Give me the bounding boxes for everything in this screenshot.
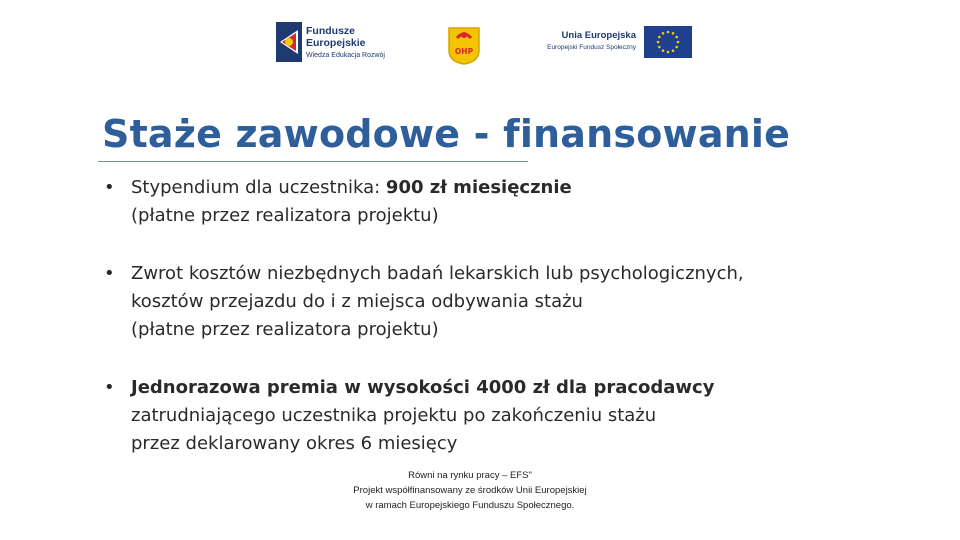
- ohp-emblem-icon: [445, 22, 483, 66]
- bullet-line: Jednorazowa premia w wysokości 4000 zł dla pracodawcy: [131, 377, 715, 398]
- bullet-stypendium: [104, 174, 572, 230]
- footer-line1: Równi na rynku pracy – EFS": [408, 470, 532, 481]
- ue-logo-line1: Unia Europejska: [561, 30, 636, 41]
- fe-logo-line2: Europejskie: [306, 36, 366, 49]
- bullet-dot: •: [104, 263, 115, 284]
- ue-logo-line2: Europejski Fundusz Społeczny: [547, 43, 636, 51]
- bullet-line: przez deklarowany okres 6 miesięcy: [131, 433, 458, 454]
- fundusze-europejskie-logo: [276, 22, 401, 70]
- ue-logo-text: [536, 31, 636, 51]
- footer-line3: w ramach Europejskiego Funduszu Społecznego.: [365, 500, 575, 511]
- bullet-line: Zwrot kosztów niezbędnych badań lekarskich lub psychologicznych,: [131, 263, 744, 284]
- title-underline: [98, 161, 528, 162]
- footer-note: [300, 468, 640, 513]
- fe-logo-text: [306, 26, 385, 59]
- ohp-logo: [445, 22, 483, 66]
- bullet-line: (płatne przez realizatora projektu): [131, 319, 439, 340]
- bullet-bold-text: 900 zł miesięcznie: [385, 177, 572, 198]
- ohp-logo-text: OHP: [454, 47, 474, 56]
- bullet-line: kosztów przejazdu do i z miejsca odbywania stażu: [131, 291, 583, 312]
- unia-europejska-logo: [536, 26, 696, 62]
- footer-line2: Projekt współfinansowany ze środków Unii Europejskiej: [353, 485, 587, 496]
- bullet-line: [131, 174, 572, 202]
- slide-title: Staże zawodowe - finansowanie: [102, 112, 791, 156]
- fe-star-icon: [276, 22, 302, 62]
- bullet-premia: [104, 374, 714, 458]
- bullet-dot: •: [104, 177, 115, 198]
- bullet-line: (płatne przez realizatora projektu): [131, 205, 439, 226]
- bullet-text: Stypendium dla uczestnika:: [131, 177, 386, 198]
- fe-logo-line3: Wiedza Edukacja Rozwój: [306, 52, 385, 59]
- logo-bar: [0, 14, 960, 70]
- bullet-dot: •: [104, 377, 115, 398]
- fe-logo-line1: Fundusze: [306, 25, 355, 37]
- bullet-zwrot-kosztow: [104, 260, 744, 344]
- bullet-line: zatrudniającego uczestnika projektu po zakończeniu stażu: [131, 405, 657, 426]
- eu-flag-icon: [644, 26, 692, 58]
